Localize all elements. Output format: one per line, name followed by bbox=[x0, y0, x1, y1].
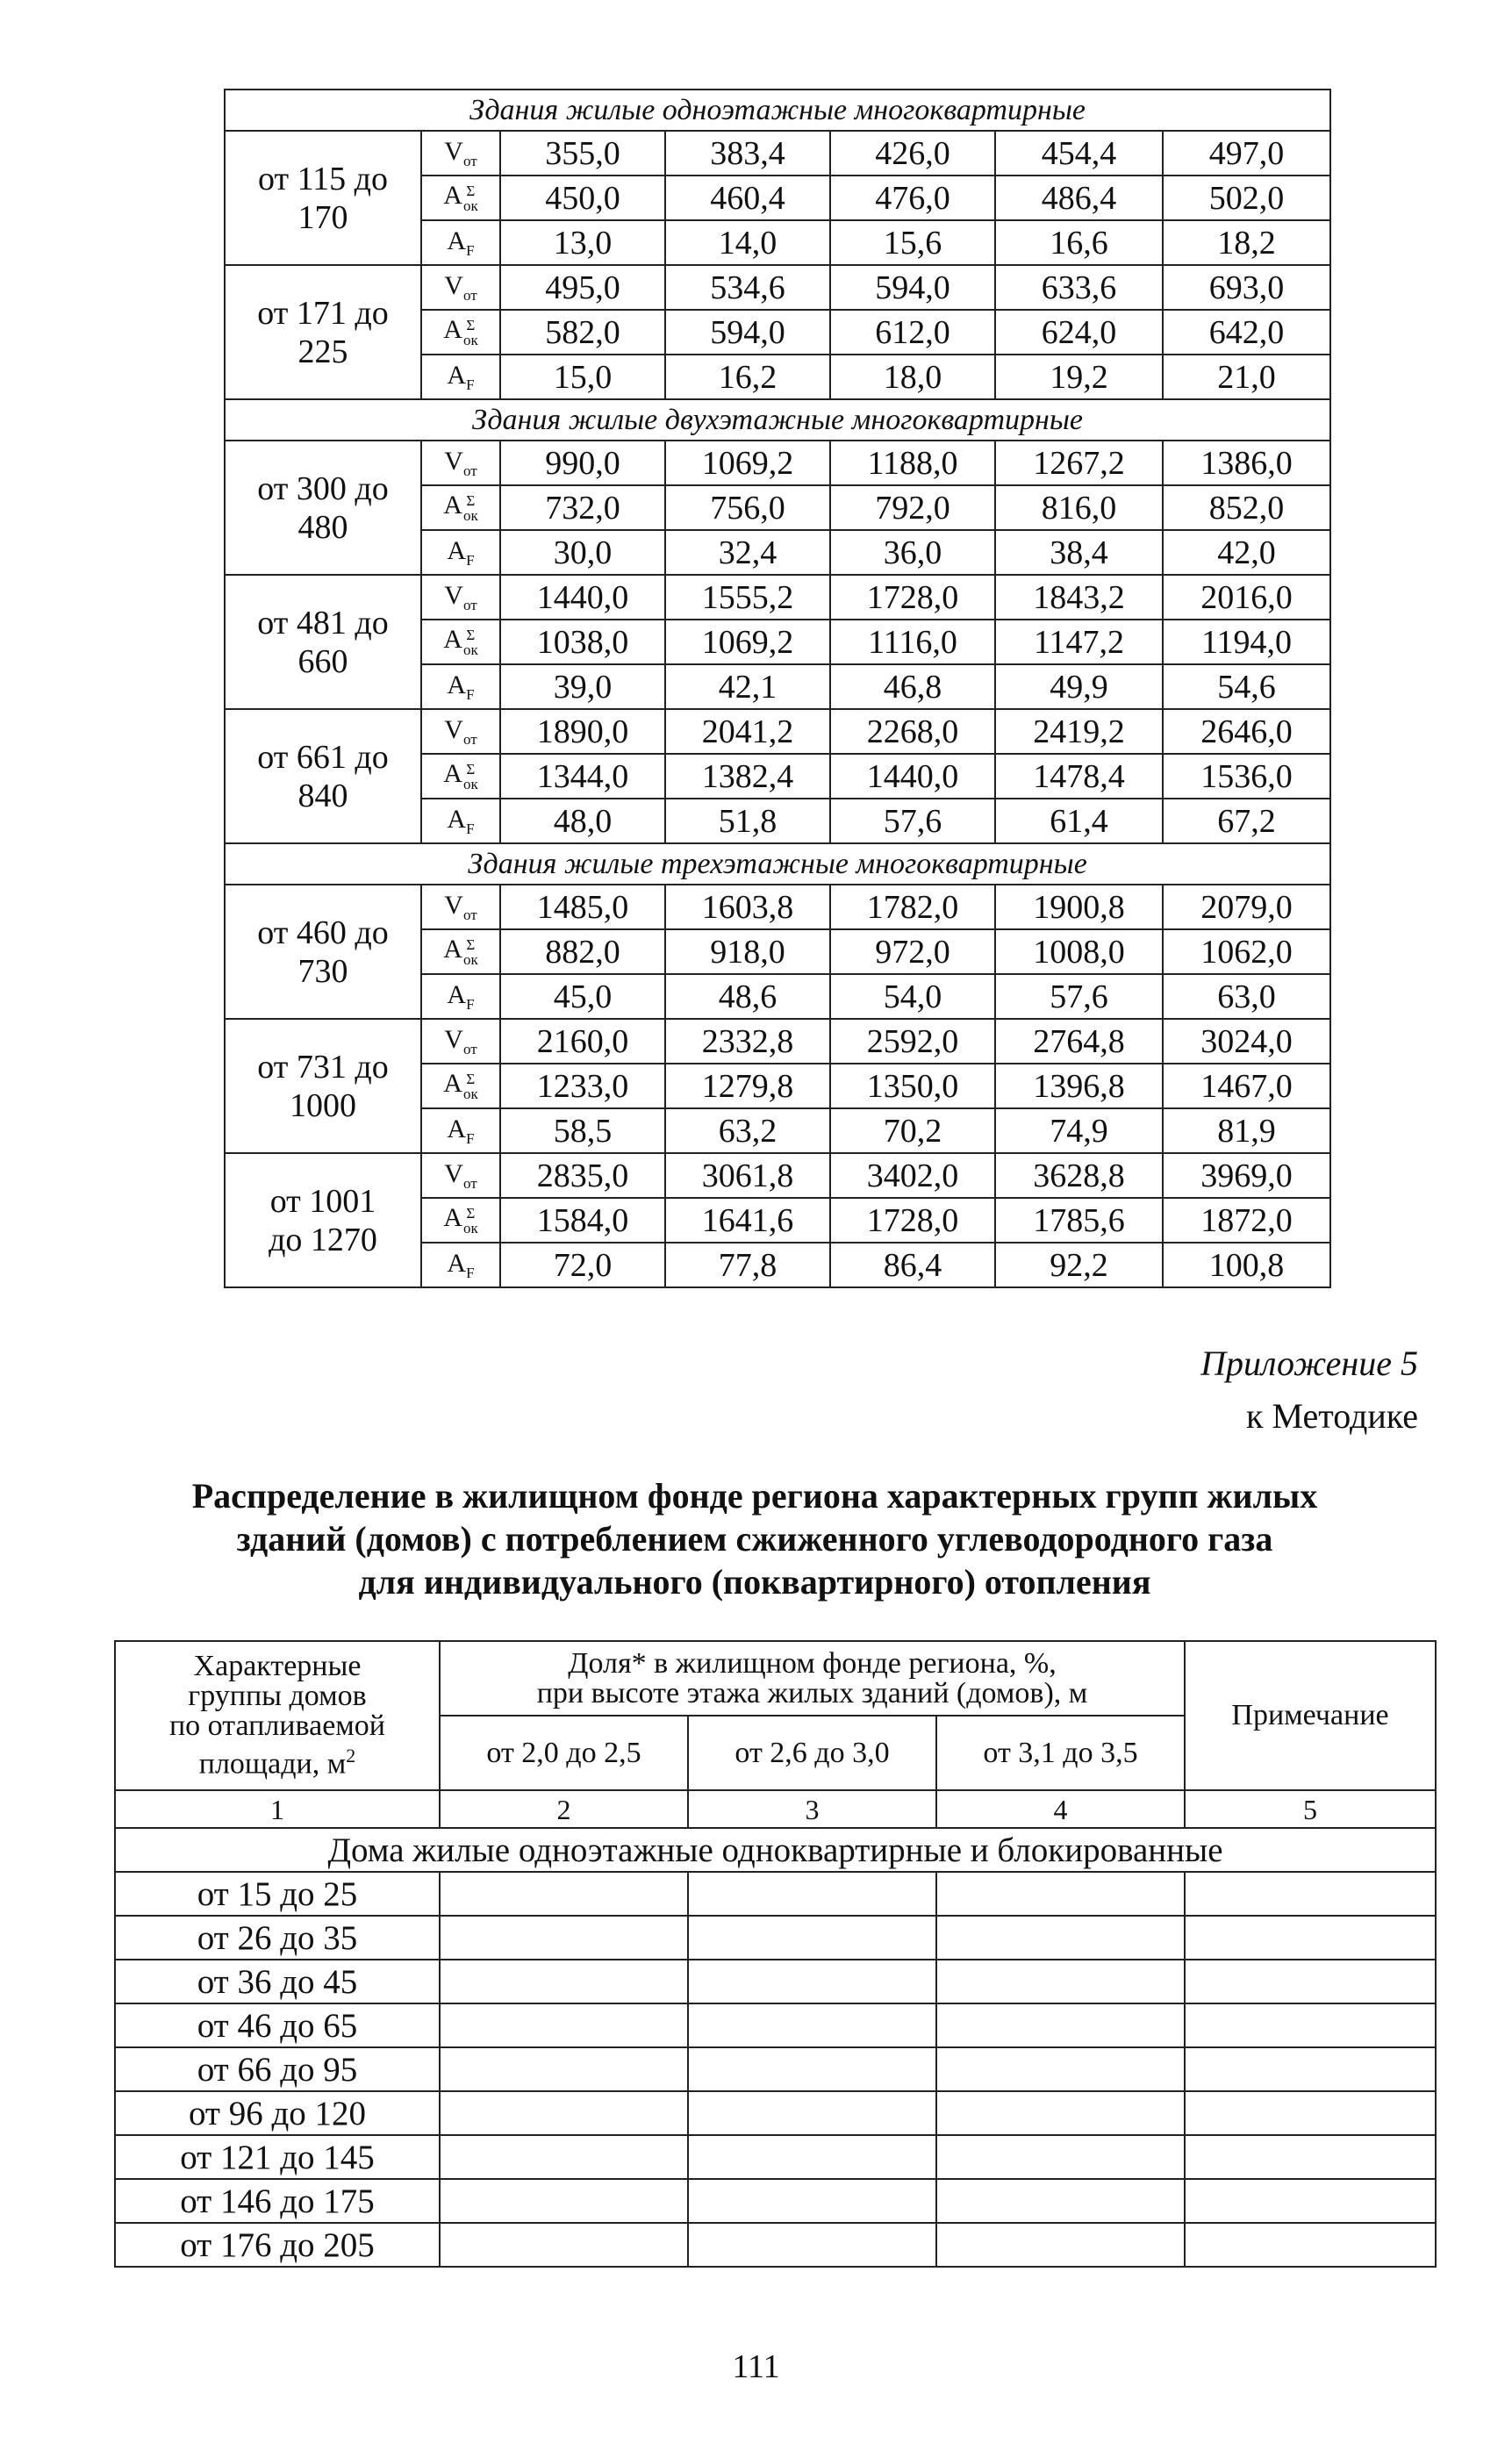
value-cell: 46,8 bbox=[830, 664, 995, 709]
parameter-symbol: $A_F$ bbox=[421, 974, 500, 1019]
value-cell: 48,0 bbox=[500, 799, 665, 843]
value-cell: 792,0 bbox=[830, 485, 995, 530]
empty-cell bbox=[1185, 1916, 1436, 1960]
value-cell: 70,2 bbox=[830, 1108, 995, 1153]
header-house-groups: Характерные группы домов по отапливаемой площади, $м^2$ bbox=[115, 1641, 440, 1790]
header-height-range: от 2,0 до 2,5 bbox=[440, 1716, 688, 1790]
value-cell: 1233,0 bbox=[500, 1064, 665, 1108]
value-cell: 45,0 bbox=[500, 974, 665, 1019]
value-cell: 30,0 bbox=[500, 530, 665, 575]
value-cell: 990,0 bbox=[500, 441, 665, 485]
table-row bbox=[115, 2047, 1436, 2091]
empty-cell bbox=[688, 1916, 936, 1960]
area-range: от 15 до 25 bbox=[115, 1872, 440, 1916]
value-cell: 450,0 bbox=[500, 176, 665, 220]
area-group: от 460 до 730 bbox=[225, 885, 421, 1019]
value-cell: 92,2 bbox=[995, 1243, 1163, 1287]
section-row bbox=[225, 90, 1330, 131]
table-row bbox=[225, 1153, 1330, 1198]
header-share: Доля* в жилищном фонде региона, %, при высоте этажа жилых зданий (домов), м bbox=[440, 1641, 1185, 1716]
value-cell: 57,6 bbox=[830, 799, 995, 843]
header-height-range: от 2,6 до 3,0 bbox=[688, 1716, 936, 1790]
section-row bbox=[225, 399, 1330, 441]
value-cell: 1147,2 bbox=[995, 620, 1163, 664]
empty-cell bbox=[936, 2223, 1185, 2267]
value-cell: 624,0 bbox=[995, 310, 1163, 355]
parameter-symbol: $A_F$ bbox=[421, 799, 500, 843]
parameter-symbol: $V_{от}$ bbox=[421, 885, 500, 929]
parameter-symbol: $A_F$ bbox=[421, 530, 500, 575]
title-line: для индивидуального (поквартирного) отопления bbox=[358, 1562, 1151, 1602]
value-cell: 61,4 bbox=[995, 799, 1163, 843]
value-cell: 355,0 bbox=[500, 131, 665, 176]
parameter-symbol: $A_F$ bbox=[421, 355, 500, 399]
value-cell: 612,0 bbox=[830, 310, 995, 355]
area-range: от 146 до 175 bbox=[115, 2179, 440, 2223]
value-cell: 2646,0 bbox=[1163, 709, 1330, 754]
area-range: от 46 до 65 bbox=[115, 2003, 440, 2047]
column-number: 3 bbox=[688, 1790, 936, 1828]
area-range: от 121 до 145 bbox=[115, 2135, 440, 2179]
parameter-symbol: $V_{от}$ bbox=[421, 265, 500, 310]
column-number: 5 bbox=[1185, 1790, 1436, 1828]
building-parameters-table bbox=[224, 89, 1331, 1288]
empty-cell bbox=[440, 2179, 688, 2223]
header-note: Примечание bbox=[1185, 1641, 1436, 1790]
empty-cell bbox=[440, 2091, 688, 2135]
value-cell: 486,4 bbox=[995, 176, 1163, 220]
value-cell: 460,4 bbox=[665, 176, 830, 220]
value-cell: 1062,0 bbox=[1163, 929, 1330, 974]
parameter-symbol: $A_F$ bbox=[421, 1243, 500, 1287]
empty-cell bbox=[936, 2091, 1185, 2135]
empty-cell bbox=[440, 2003, 688, 2047]
empty-cell bbox=[688, 2135, 936, 2179]
value-cell: 15,0 bbox=[500, 355, 665, 399]
value-cell: 582,0 bbox=[500, 310, 665, 355]
value-cell: 1467,0 bbox=[1163, 1064, 1330, 1108]
table-row bbox=[115, 1960, 1436, 2003]
table-row bbox=[225, 265, 1330, 310]
parameter-symbol: A Σ ок bbox=[421, 310, 500, 355]
value-cell: 693,0 bbox=[1163, 265, 1330, 310]
column-number: 4 bbox=[936, 1790, 1185, 1828]
empty-cell bbox=[1185, 2223, 1436, 2267]
empty-cell bbox=[936, 1960, 1185, 2003]
value-cell: 2268,0 bbox=[830, 709, 995, 754]
parameter-symbol: A Σ ок bbox=[421, 1198, 500, 1243]
document-title bbox=[114, 1474, 1395, 1603]
value-cell: 58,5 bbox=[500, 1108, 665, 1153]
value-cell: 852,0 bbox=[1163, 485, 1330, 530]
area-range: от 66 до 95 bbox=[115, 2047, 440, 2091]
parameter-symbol: $V_{от}$ bbox=[421, 1153, 500, 1198]
value-cell: 100,8 bbox=[1163, 1243, 1330, 1287]
value-cell: 18,0 bbox=[830, 355, 995, 399]
empty-cell bbox=[688, 2091, 936, 2135]
value-cell: 1555,2 bbox=[665, 575, 830, 620]
value-cell: 476,0 bbox=[830, 176, 995, 220]
value-cell: 1478,4 bbox=[995, 754, 1163, 799]
value-cell: 86,4 bbox=[830, 1243, 995, 1287]
empty-cell bbox=[936, 2003, 1185, 2047]
section-title: Дома жилые одноэтажные одноквартирные и блокированные bbox=[115, 1828, 1436, 1872]
table-row bbox=[115, 2135, 1436, 2179]
value-cell: 495,0 bbox=[500, 265, 665, 310]
title-line: зданий (домов) с потреблением сжиженного углеводородного газа bbox=[236, 1519, 1273, 1559]
value-cell: 1728,0 bbox=[830, 1198, 995, 1243]
value-cell: 1536,0 bbox=[1163, 754, 1330, 799]
value-cell: 1008,0 bbox=[995, 929, 1163, 974]
value-cell: 2160,0 bbox=[500, 1019, 665, 1064]
value-cell: 42,0 bbox=[1163, 530, 1330, 575]
value-cell: 1843,2 bbox=[995, 575, 1163, 620]
table-row bbox=[225, 885, 1330, 929]
area-group: от 115 до 170 bbox=[225, 131, 421, 265]
parameter-symbol: $A_F$ bbox=[421, 1108, 500, 1153]
parameter-symbol: A Σ ок bbox=[421, 1064, 500, 1108]
empty-cell bbox=[936, 2047, 1185, 2091]
empty-cell bbox=[1185, 2091, 1436, 2135]
value-cell: 39,0 bbox=[500, 664, 665, 709]
parameter-symbol: $V_{от}$ bbox=[421, 441, 500, 485]
value-cell: 54,6 bbox=[1163, 664, 1330, 709]
value-cell: 1069,2 bbox=[665, 620, 830, 664]
empty-cell bbox=[440, 1872, 688, 1916]
table-row bbox=[115, 2179, 1436, 2223]
area-group: от 481 до 660 bbox=[225, 575, 421, 709]
table-row bbox=[225, 709, 1330, 754]
value-cell: 1350,0 bbox=[830, 1064, 995, 1108]
value-cell: 16,2 bbox=[665, 355, 830, 399]
value-cell: 1386,0 bbox=[1163, 441, 1330, 485]
value-cell: 1279,8 bbox=[665, 1064, 830, 1108]
value-cell: 1038,0 bbox=[500, 620, 665, 664]
parameter-symbol: $V_{от}$ bbox=[421, 575, 500, 620]
value-cell: 3628,8 bbox=[995, 1153, 1163, 1198]
value-cell: 32,4 bbox=[665, 530, 830, 575]
value-cell: 57,6 bbox=[995, 974, 1163, 1019]
appendix-label: Приложение 5 bbox=[1200, 1344, 1418, 1383]
value-cell: 642,0 bbox=[1163, 310, 1330, 355]
value-cell: 502,0 bbox=[1163, 176, 1330, 220]
value-cell: 1344,0 bbox=[500, 754, 665, 799]
table-row bbox=[225, 441, 1330, 485]
value-cell: 1069,2 bbox=[665, 441, 830, 485]
value-cell: 1728,0 bbox=[830, 575, 995, 620]
section-row bbox=[225, 843, 1330, 885]
value-cell: 3024,0 bbox=[1163, 1019, 1330, 1064]
area-group: от 171 до 225 bbox=[225, 265, 421, 399]
distribution-table bbox=[114, 1640, 1437, 2268]
section-title: Здания жилые двухэтажные многоквартирные bbox=[225, 399, 1330, 441]
value-cell: 36,0 bbox=[830, 530, 995, 575]
value-cell: 2079,0 bbox=[1163, 885, 1330, 929]
area-group: от 661 до 840 bbox=[225, 709, 421, 843]
area-range: от 96 до 120 bbox=[115, 2091, 440, 2135]
value-cell: 77,8 bbox=[665, 1243, 830, 1287]
section-title: Здания жилые одноэтажные многоквартирные bbox=[225, 90, 1330, 131]
table-row bbox=[115, 2091, 1436, 2135]
value-cell: 16,6 bbox=[995, 220, 1163, 265]
value-cell: 756,0 bbox=[665, 485, 830, 530]
empty-cell bbox=[688, 2003, 936, 2047]
empty-cell bbox=[936, 2135, 1185, 2179]
area-range: от 36 до 45 bbox=[115, 1960, 440, 2003]
table-row bbox=[115, 2223, 1436, 2267]
parameter-symbol: A Σ ок bbox=[421, 620, 500, 664]
value-cell: 1485,0 bbox=[500, 885, 665, 929]
value-cell: 454,4 bbox=[995, 131, 1163, 176]
value-cell: 48,6 bbox=[665, 974, 830, 1019]
value-cell: 38,4 bbox=[995, 530, 1163, 575]
empty-cell bbox=[440, 2223, 688, 2267]
section-title: Здания жилые трехэтажные многоквартирные bbox=[225, 843, 1330, 885]
value-cell: 882,0 bbox=[500, 929, 665, 974]
parameter-symbol: A Σ ок bbox=[421, 485, 500, 530]
value-cell: 972,0 bbox=[830, 929, 995, 974]
value-cell: 497,0 bbox=[1163, 131, 1330, 176]
table-row bbox=[225, 131, 1330, 176]
empty-cell bbox=[936, 1872, 1185, 1916]
empty-cell bbox=[440, 2135, 688, 2179]
value-cell: 1188,0 bbox=[830, 441, 995, 485]
value-cell: 1603,8 bbox=[665, 885, 830, 929]
empty-cell bbox=[1185, 2003, 1436, 2047]
column-number: 2 bbox=[440, 1790, 688, 1828]
value-cell: 1782,0 bbox=[830, 885, 995, 929]
value-cell: 2041,2 bbox=[665, 709, 830, 754]
value-cell: 13,0 bbox=[500, 220, 665, 265]
area-group: от 300 до 480 bbox=[225, 441, 421, 575]
empty-cell bbox=[688, 2047, 936, 2091]
appendix-reference: к Методике bbox=[1246, 1396, 1418, 1436]
value-cell: 3061,8 bbox=[665, 1153, 830, 1198]
value-cell: 426,0 bbox=[830, 131, 995, 176]
value-cell: 21,0 bbox=[1163, 355, 1330, 399]
value-cell: 732,0 bbox=[500, 485, 665, 530]
empty-cell bbox=[688, 2223, 936, 2267]
page-number: 111 bbox=[732, 2348, 780, 2385]
value-cell: 67,2 bbox=[1163, 799, 1330, 843]
value-cell: 2419,2 bbox=[995, 709, 1163, 754]
value-cell: 72,0 bbox=[500, 1243, 665, 1287]
value-cell: 2016,0 bbox=[1163, 575, 1330, 620]
value-cell: 1116,0 bbox=[830, 620, 995, 664]
value-cell: 51,8 bbox=[665, 799, 830, 843]
empty-cell bbox=[440, 2047, 688, 2091]
empty-cell bbox=[688, 1872, 936, 1916]
value-cell: 534,6 bbox=[665, 265, 830, 310]
area-range: от 26 до 35 bbox=[115, 1916, 440, 1960]
column-number: 1 bbox=[115, 1790, 440, 1828]
value-cell: 15,6 bbox=[830, 220, 995, 265]
value-cell: 3402,0 bbox=[830, 1153, 995, 1198]
value-cell: 2592,0 bbox=[830, 1019, 995, 1064]
empty-cell bbox=[688, 1960, 936, 2003]
value-cell: 594,0 bbox=[830, 265, 995, 310]
title-line: Распределение в жилищном фонде региона характерных групп жилых bbox=[191, 1476, 1318, 1516]
value-cell: 2835,0 bbox=[500, 1153, 665, 1198]
value-cell: 74,9 bbox=[995, 1108, 1163, 1153]
parameter-symbol: A Σ ок bbox=[421, 929, 500, 974]
area-range: от 176 до 205 bbox=[115, 2223, 440, 2267]
value-cell: 3969,0 bbox=[1163, 1153, 1330, 1198]
value-cell: 42,1 bbox=[665, 664, 830, 709]
value-cell: 1890,0 bbox=[500, 709, 665, 754]
value-cell: 49,9 bbox=[995, 664, 1163, 709]
table-row bbox=[115, 1916, 1436, 1960]
empty-cell bbox=[688, 2179, 936, 2223]
value-cell: 19,2 bbox=[995, 355, 1163, 399]
parameter-symbol: $A_F$ bbox=[421, 220, 500, 265]
value-cell: 1440,0 bbox=[500, 575, 665, 620]
empty-cell bbox=[936, 1916, 1185, 1960]
value-cell: 1194,0 bbox=[1163, 620, 1330, 664]
value-cell: 383,4 bbox=[665, 131, 830, 176]
empty-cell bbox=[1185, 1960, 1436, 2003]
parameter-symbol: A Σ ок bbox=[421, 754, 500, 799]
empty-cell bbox=[440, 1916, 688, 1960]
value-cell: 14,0 bbox=[665, 220, 830, 265]
value-cell: 1584,0 bbox=[500, 1198, 665, 1243]
area-group: от 1001 до 1270 bbox=[225, 1153, 421, 1287]
value-cell: 2764,8 bbox=[995, 1019, 1163, 1064]
value-cell: 594,0 bbox=[665, 310, 830, 355]
value-cell: 1267,2 bbox=[995, 441, 1163, 485]
empty-cell bbox=[1185, 2179, 1436, 2223]
value-cell: 1396,8 bbox=[995, 1064, 1163, 1108]
value-cell: 1785,6 bbox=[995, 1198, 1163, 1243]
table-row bbox=[225, 1019, 1330, 1064]
table-row bbox=[225, 575, 1330, 620]
value-cell: 81,9 bbox=[1163, 1108, 1330, 1153]
parameter-symbol: A Σ ок bbox=[421, 176, 500, 220]
empty-cell bbox=[440, 1960, 688, 2003]
table-row bbox=[115, 2003, 1436, 2047]
value-cell: 633,6 bbox=[995, 265, 1163, 310]
empty-cell bbox=[936, 2179, 1185, 2223]
value-cell: 918,0 bbox=[665, 929, 830, 974]
value-cell: 816,0 bbox=[995, 485, 1163, 530]
value-cell: 1440,0 bbox=[830, 754, 995, 799]
empty-cell bbox=[1185, 1872, 1436, 1916]
value-cell: 1872,0 bbox=[1163, 1198, 1330, 1243]
value-cell: 18,2 bbox=[1163, 220, 1330, 265]
empty-cell bbox=[1185, 2135, 1436, 2179]
value-cell: 1900,8 bbox=[995, 885, 1163, 929]
value-cell: 54,0 bbox=[830, 974, 995, 1019]
value-cell: 1382,4 bbox=[665, 754, 830, 799]
parameter-symbol: $V_{от}$ bbox=[421, 131, 500, 176]
parameter-symbol: $A_F$ bbox=[421, 664, 500, 709]
value-cell: 63,0 bbox=[1163, 974, 1330, 1019]
area-group: от 731 до 1000 bbox=[225, 1019, 421, 1153]
parameter-symbol: $V_{от}$ bbox=[421, 709, 500, 754]
parameter-symbol: $V_{от}$ bbox=[421, 1019, 500, 1064]
empty-cell bbox=[1185, 2047, 1436, 2091]
value-cell: 2332,8 bbox=[665, 1019, 830, 1064]
header-height-range: от 3,1 до 3,5 bbox=[936, 1716, 1185, 1790]
value-cell: 63,2 bbox=[665, 1108, 830, 1153]
table-row bbox=[115, 1872, 1436, 1916]
value-cell: 1641,6 bbox=[665, 1198, 830, 1243]
